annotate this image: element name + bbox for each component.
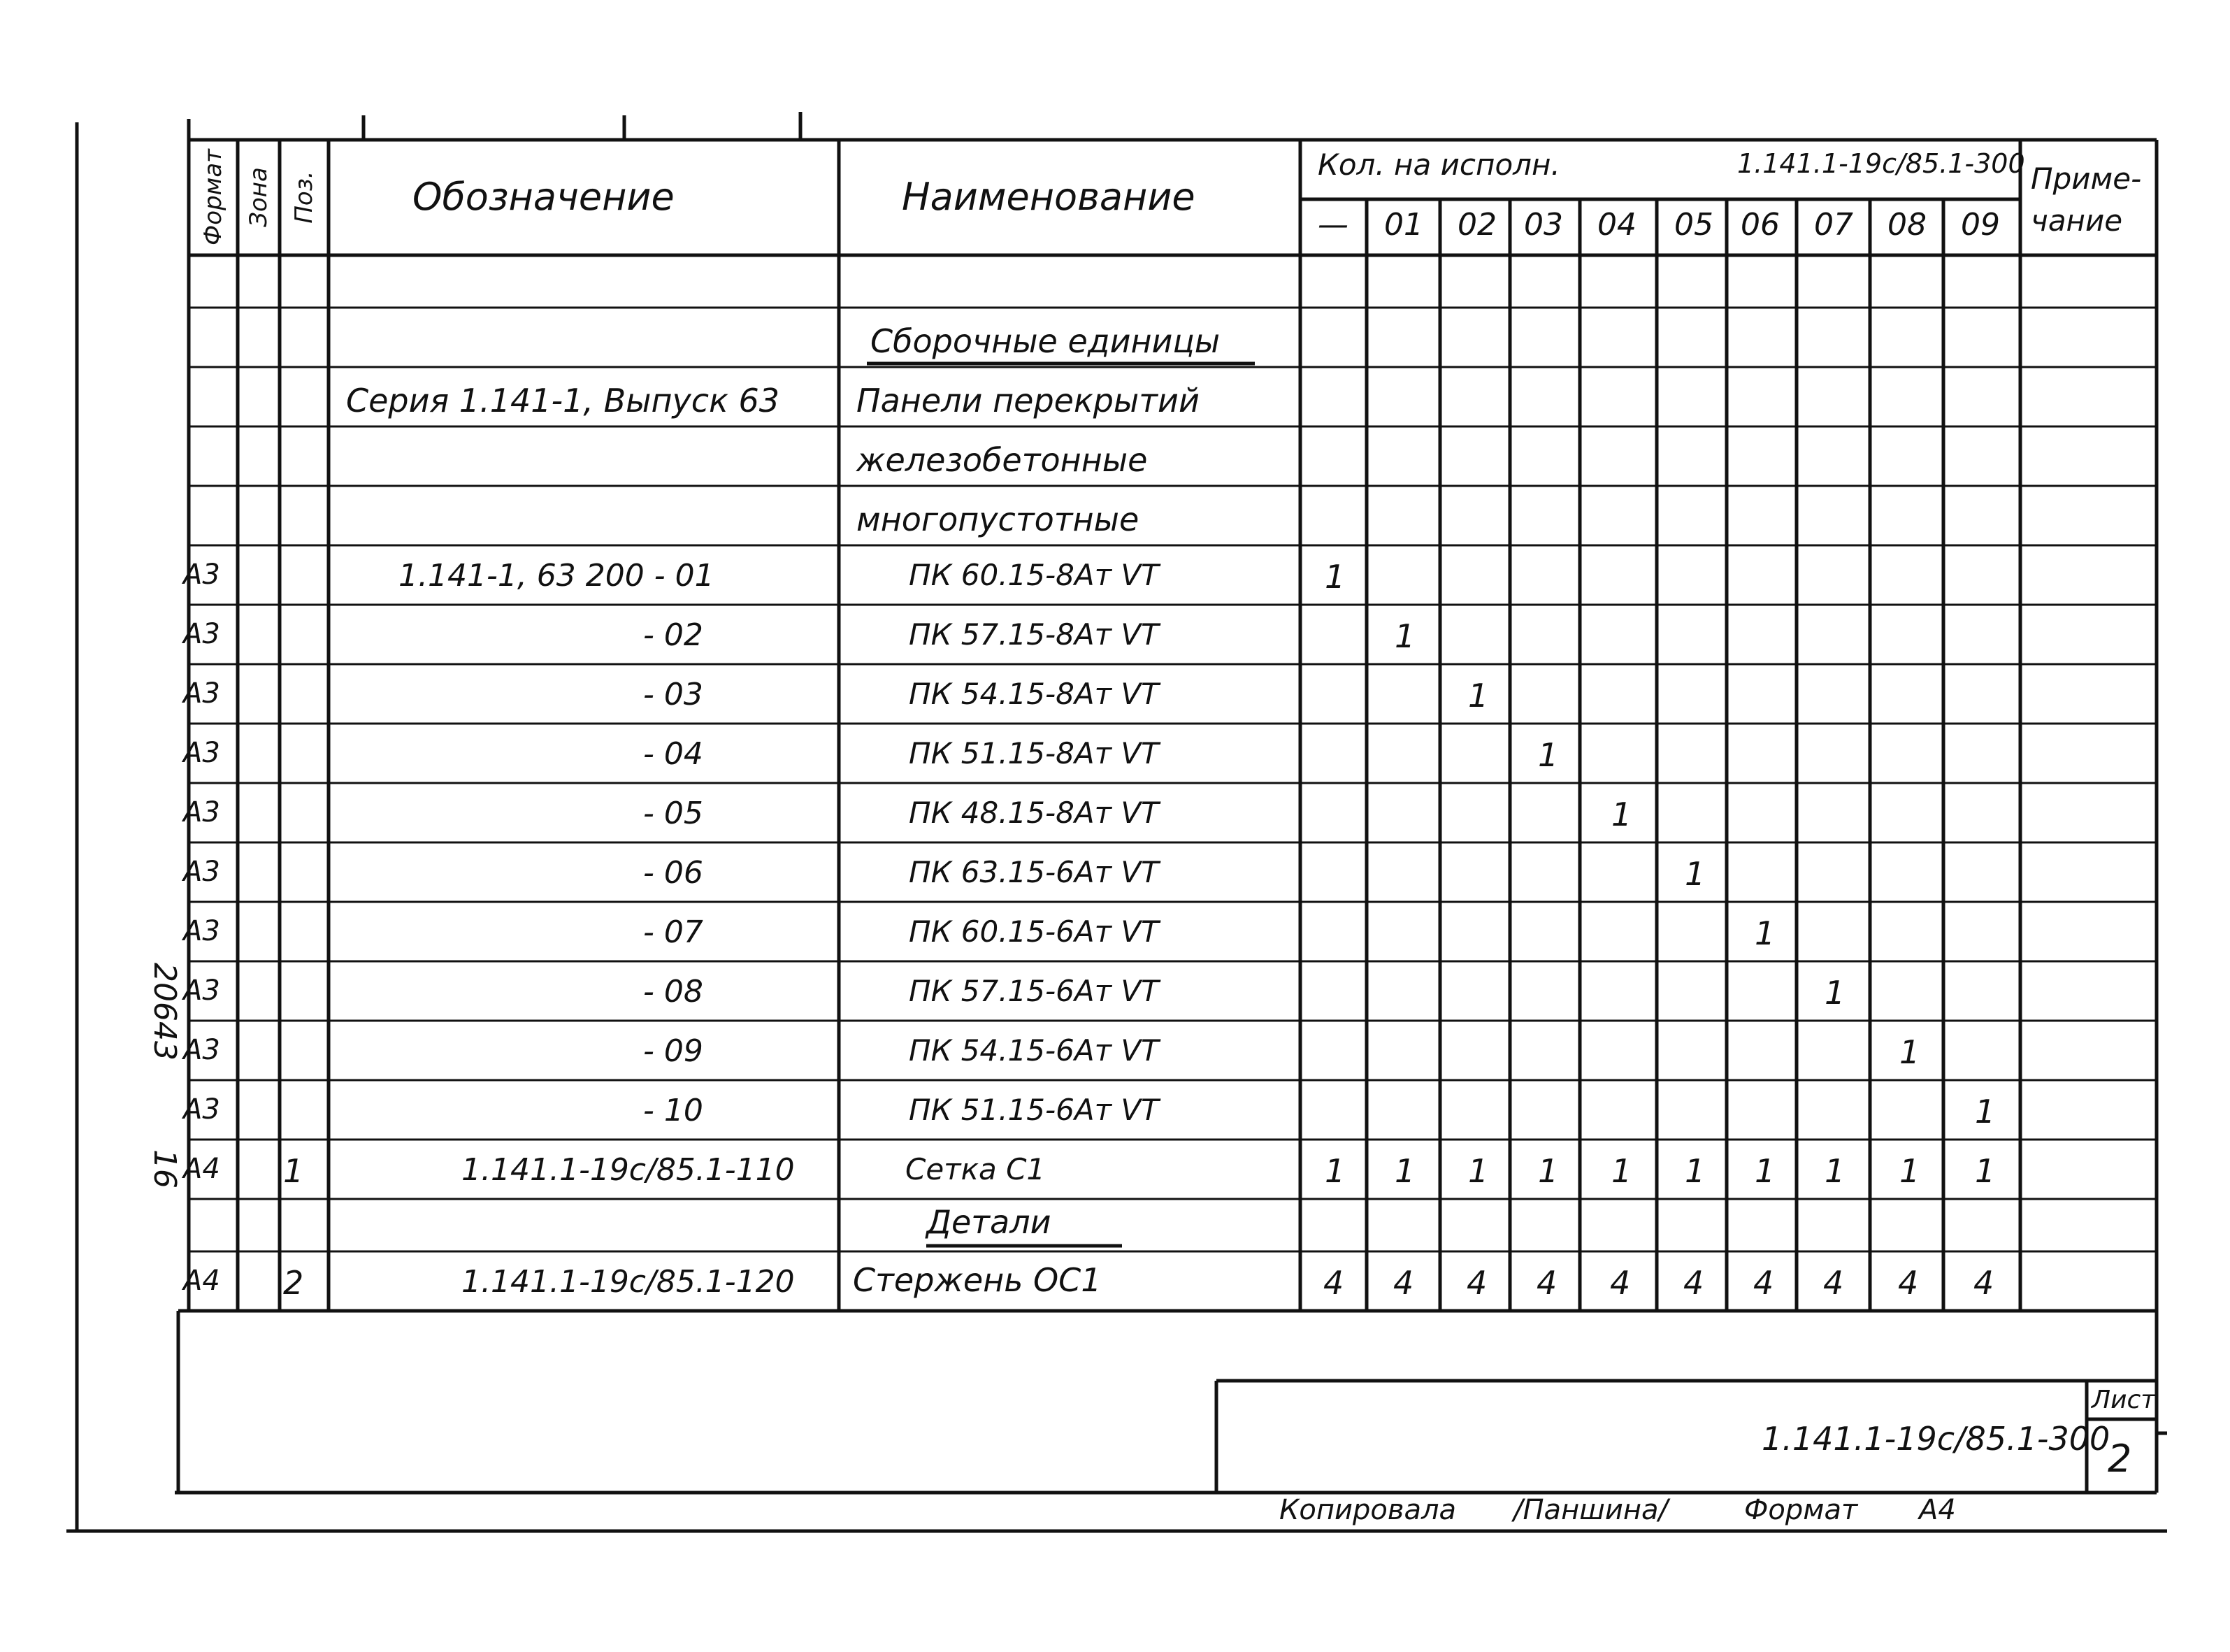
page-number: 16 xyxy=(147,1149,182,1188)
row-format: А3 xyxy=(183,856,220,888)
detail-qty: 4 xyxy=(1467,1264,1488,1302)
format-label: Формат xyxy=(1744,1494,1858,1526)
detail-qty: 4 xyxy=(1823,1264,1844,1302)
row-qty: 1 xyxy=(1325,558,1346,596)
row-designation: - 03 xyxy=(643,677,703,712)
row-qty: 1 xyxy=(1468,1152,1489,1190)
header-position: Поз. xyxy=(290,171,318,224)
row-designation: - 02 xyxy=(643,617,703,653)
row-format: А3 xyxy=(183,737,220,769)
header-note-line2: чание xyxy=(2031,203,2123,238)
row-format: А3 xyxy=(183,677,220,710)
row-format: А3 xyxy=(183,796,220,828)
header-zone: Зона xyxy=(245,167,273,227)
section-details: Детали xyxy=(926,1203,1051,1241)
variant-header: — xyxy=(1318,207,1348,243)
copied-by-label: Копировала xyxy=(1279,1494,1457,1526)
row-name: ПК 57.15-6Ат ⅤТ xyxy=(909,974,1159,1008)
row-format: А4 xyxy=(183,1153,220,1185)
row-designation: - 05 xyxy=(643,796,703,831)
detail-qty: 4 xyxy=(1973,1264,1994,1302)
series-name-line: Панели перекрытий xyxy=(856,382,1200,419)
row-designation: - 09 xyxy=(643,1033,703,1069)
detail-qty: 4 xyxy=(1753,1264,1774,1302)
detail-designation: 1.141.1-19с/85.1-120 xyxy=(461,1264,795,1300)
row-qty: 1 xyxy=(1755,914,1776,952)
variant-header: 03 xyxy=(1524,207,1563,243)
row-format: А3 xyxy=(183,915,220,947)
row-qty: 1 xyxy=(1755,1152,1776,1190)
row-name: Сетка С1 xyxy=(905,1152,1046,1186)
variant-header: 08 xyxy=(1887,207,1927,243)
header-designation: Обозначение xyxy=(412,175,675,219)
detail-qty: 4 xyxy=(1683,1264,1704,1302)
format-value: А4 xyxy=(1919,1494,1956,1526)
row-name: ПК 60.15-8Ат ⅤТ xyxy=(909,558,1159,592)
header-qty-title: Кол. на исполн. xyxy=(1318,148,1560,182)
row-qty: 1 xyxy=(1899,1033,1920,1071)
header-name: Наименование xyxy=(902,175,1195,219)
row-format: А3 xyxy=(183,1093,220,1126)
row-qty: 1 xyxy=(1611,1152,1632,1190)
detail-qty: 4 xyxy=(1393,1264,1414,1302)
section-assembly-units: Сборочные единицы xyxy=(870,322,1221,360)
header-format: Формат xyxy=(199,149,227,245)
row-format: А3 xyxy=(183,1034,220,1066)
row-qty: 1 xyxy=(1685,1152,1706,1190)
row-qty: 1 xyxy=(1538,1152,1559,1190)
detail-qty: 4 xyxy=(1323,1264,1344,1302)
row-format: А3 xyxy=(183,559,220,591)
header-note-line1: Приме- xyxy=(2031,161,2142,196)
inventory-number: 20643 xyxy=(147,963,182,1061)
sheet-number: 2 xyxy=(2108,1437,2132,1481)
row-position: 1 xyxy=(283,1152,304,1190)
detail-name: Стержень ОС1 xyxy=(853,1261,1102,1299)
row-qty: 1 xyxy=(1899,1152,1920,1190)
row-qty: 1 xyxy=(1825,1152,1846,1190)
variant-header: 05 xyxy=(1674,207,1713,243)
detail-qty: 4 xyxy=(1610,1264,1631,1302)
row-qty: 1 xyxy=(1825,974,1846,1012)
row-designation: - 04 xyxy=(643,736,703,772)
row-designation: 1.141.1-19с/85.1-110 xyxy=(461,1152,795,1188)
variant-header: 09 xyxy=(1961,207,2000,243)
row-format: А3 xyxy=(183,618,220,650)
row-name: ПК 54.15-8Ат ⅤТ xyxy=(909,677,1159,711)
row-name: ПК 57.15-8Ат ⅤТ xyxy=(909,617,1159,652)
row-format: А3 xyxy=(183,975,220,1007)
detail-format: А4 xyxy=(183,1265,220,1297)
detail-qty: 4 xyxy=(1537,1264,1558,1302)
row-name: ПК 51.15-8Ат ⅤТ xyxy=(909,736,1159,770)
row-designation: - 10 xyxy=(643,1093,703,1128)
title-block-code: 1.141.1-19с/85.1-300 xyxy=(1762,1420,2110,1458)
row-qty: 1 xyxy=(1468,677,1489,714)
detail-position: 2 xyxy=(283,1264,304,1302)
row-designation: 1.141-1, 63 200 - 01 xyxy=(398,558,714,594)
row-qty: 1 xyxy=(1975,1093,1996,1130)
variant-header: 04 xyxy=(1597,207,1636,243)
row-name: ПК 60.15-6Ат ⅤТ xyxy=(909,914,1159,949)
row-designation: - 07 xyxy=(643,914,703,950)
series-name-line: железобетонные xyxy=(856,441,1148,479)
variant-header: 06 xyxy=(1741,207,1780,243)
row-designation: - 06 xyxy=(643,855,703,891)
variant-header: 02 xyxy=(1458,207,1497,243)
row-name: ПК 63.15-6Ат ⅤТ xyxy=(909,855,1159,889)
row-name: ПК 48.15-8Ат ⅤТ xyxy=(909,796,1159,830)
row-qty: 1 xyxy=(1325,1152,1346,1190)
row-qty: 1 xyxy=(1395,617,1416,655)
series-name-line: многопустотные xyxy=(856,501,1139,538)
series-designation: Серия 1.141-1, Выпуск 63 xyxy=(346,382,780,419)
sheet-label: Лист xyxy=(2092,1386,2156,1414)
row-name: ПК 51.15-6Ат ⅤТ xyxy=(909,1093,1159,1127)
variant-header: 07 xyxy=(1814,207,1853,243)
row-designation: - 08 xyxy=(643,974,703,1010)
row-qty: 1 xyxy=(1538,736,1559,774)
row-qty: 1 xyxy=(1611,796,1632,833)
detail-qty: 4 xyxy=(1898,1264,1919,1302)
row-qty: 1 xyxy=(1975,1152,1996,1190)
header-doc-code: 1.141.1-19с/85.1-300 xyxy=(1737,148,2025,179)
row-qty: 1 xyxy=(1685,855,1706,893)
variant-header: 01 xyxy=(1384,207,1423,243)
row-qty: 1 xyxy=(1395,1152,1416,1190)
row-name: ПК 54.15-6Ат ⅤТ xyxy=(909,1033,1159,1068)
copier-name: /Паншина/ xyxy=(1513,1494,1668,1526)
